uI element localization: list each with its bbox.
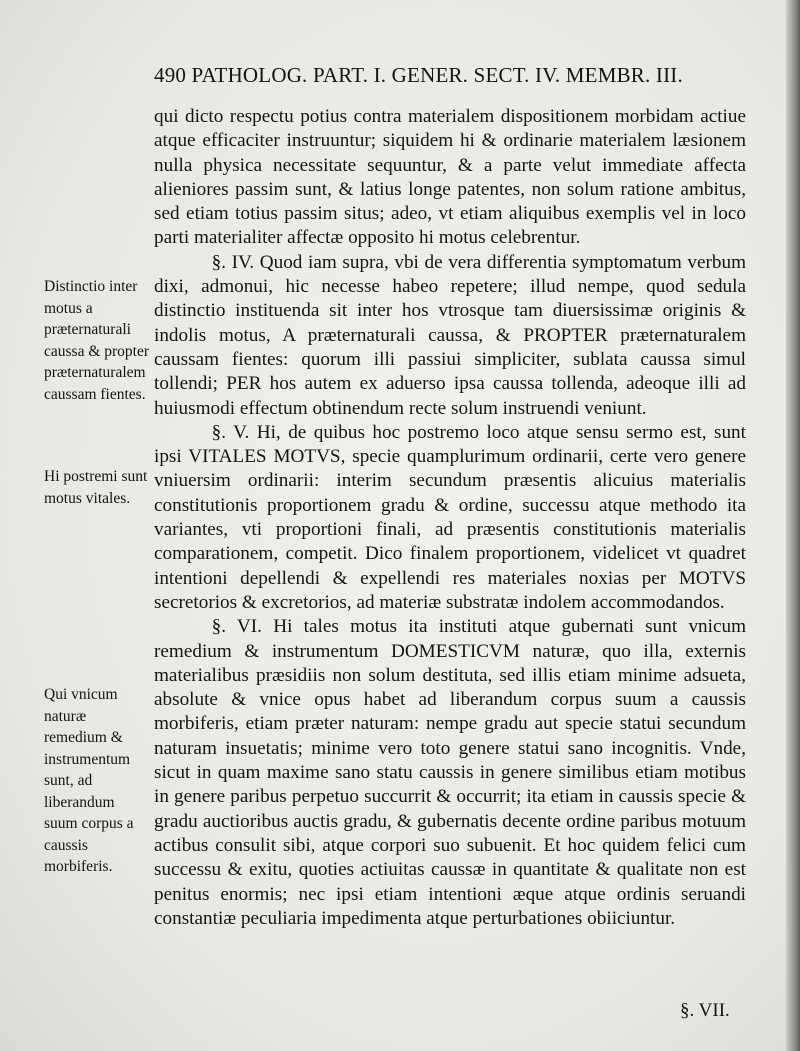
margin-note-remedium: Qui vnicum naturæ remedium & instrumentum sunt, ad liberandum suum corpus a caussis morbiferis. [44, 686, 134, 875]
catchword: §. VII. [680, 1000, 730, 1021]
margin-note-distinctio: Distinctio inter motus a præternaturali caussa & propter præternaturalem caussam fientes. [44, 278, 150, 403]
paragraph-section-v: §. V. Hi, de quibus hoc postremo loco atque sensu sermo est, sunt ipsi VITALES MOTVS, specie quamplurimum ordinarii, certe vero genere vniuersim ordinarii: interim secundum præsentis alicuius materialis constitutionis proportionem gradu & ordine, successu atque methodo ita variantes, vti proportioni finali, ad præsentis constitutionis materialis comparationem, competit. Dico finalem proportionem, videlicet vt quadret intentioni depellendi & expellendi res materiales noxias per MOTVS secretorios & excretorios, ad materiæ substratæ indolem accommodandos. [154, 421, 746, 613]
paragraph-continuation: qui dicto respectu potius contra materialem dispositionem morbidam actiue atque efficaciter instruuntur; siquidem hi & ordinarie materialem læsionem nulla physica necessitate sequuntur, & a parte velut immediate affecta alieniores passim sunt, & latius longe patentes, non solum ratione ambitus, sed etiam totius passim situs; adeo, vt etiam aliquibus exemplis vel in loco parti materialiter affectæ opposito hi motus celebrentur. [154, 106, 746, 249]
paragraph-section-iv: §. IV. Quod iam supra, vbi de vera differentia symptomatum verbum dixi, admonui, hic necesse habeo repetere; illud nempe, quod sedula distinctio instituenda sit inter hos vtrosque tam diuersissimæ originis & indolis motus, A præternaturali caussa, & PROPTER præternaturalem caussam fientes: quorum illi passiui simpliciter, sublata caussa simul tollendi; PER hos autem ex aduerso ipsa caussa tollenda, adeoque illi ad huiusmodi effectum obtinendum recte solum instruendi veniunt. [154, 251, 746, 419]
running-header: 490 PATHOLOG. PART. I. GENER. SECT. IV. MEMBR. III. [154, 63, 683, 87]
main-text [154, 105, 746, 931]
paragraph-section-vi: §. VI. Hi tales motus ita instituti atque gubernati sunt vnicum remedium & instrumentum DOMESTICVM naturæ, quo illa, externis materialibus præsidiis non solum destituta, sed illis etiam minime adsueta, absolute & vnice opus habet ad liberandum corpus suum a caussis morbiferis, etiam præter naturam: nempe gradu aut specie statui secundum naturam insuetatis; minime vero toto genere statui sano incognitis. Vnde, sicut in quam maxime sano statu caussis in genere similibus etiam motibus in genere paribus perpetuo succurrit & occurrit; ita etiam in caussis specie & gradu auctioribus auctis gradu, & gubernatis decente ordine paribus motuum actibus consulit sibi, atque corpori suo subuenit. Et hoc quidem felici cum successu & exitu, quoties actiuitas caussæ in quantitate & qualitate non est penitus enormis; nec ipsi etiam intentioni æque atque ordinis seruandi constantiæ peculiaria impedimenta atque perturbationes obiiciuntur. [154, 616, 746, 929]
page-gutter-shadow [786, 0, 800, 1051]
margin-note-vitales: Hi postremi sunt motus vitales. [44, 468, 148, 507]
